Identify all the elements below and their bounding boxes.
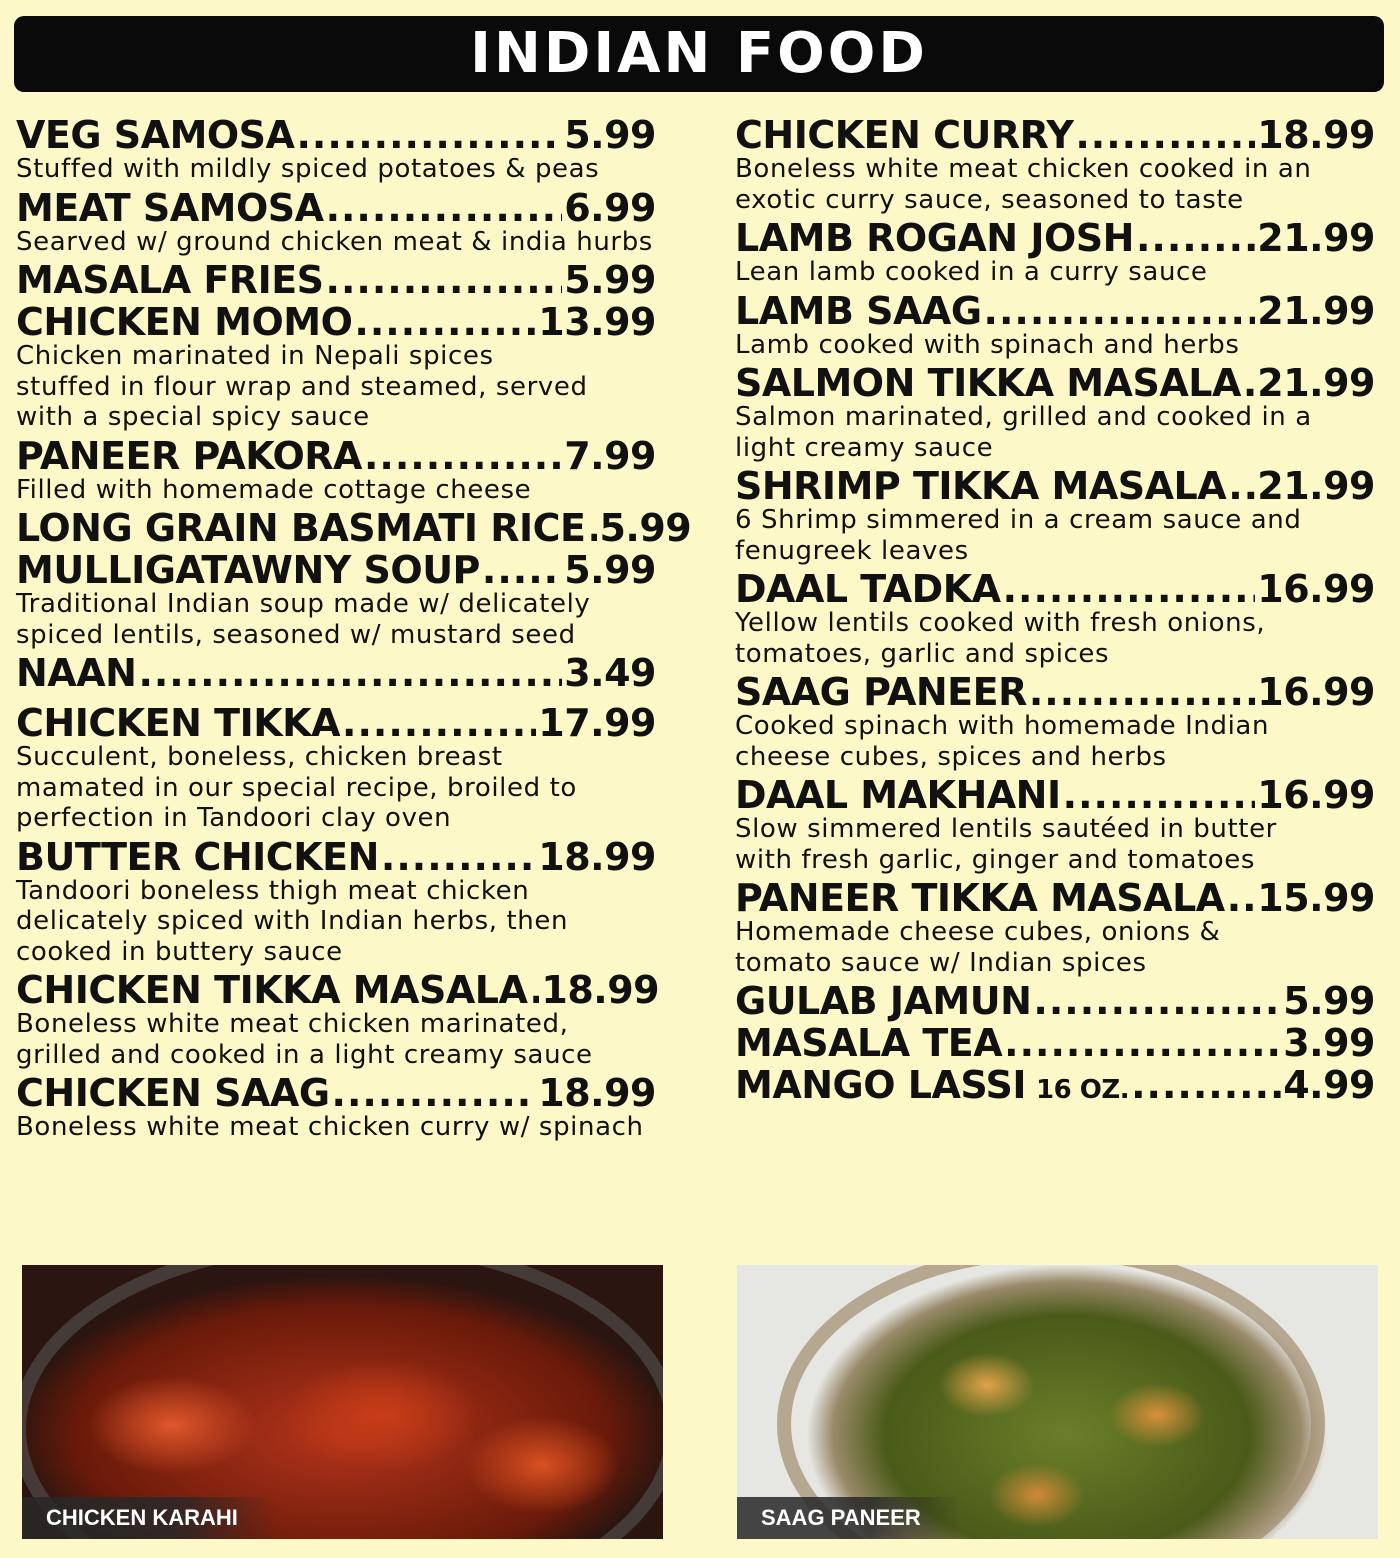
menu-item: [735, 671, 1375, 774]
menu-item-name: PANEER PAKORA: [16, 433, 362, 478]
menu-item-title-row: [16, 435, 656, 477]
menu-item-description: Succulent, boneless, chicken breast: [16, 742, 503, 772]
menu-item-description: with fresh garlic, ginger and tomatoes: [735, 844, 1256, 875]
menu-item: [735, 217, 1375, 290]
dot-leader: [138, 652, 562, 694]
menu-item-title-row: [735, 980, 1375, 1022]
dot-leader: [1136, 217, 1255, 259]
menu-item: [16, 506, 692, 550]
menu-item-description: Salmon marinated, grilled and cooked in a: [735, 402, 1312, 432]
menu-item-price: 5.99: [564, 113, 656, 157]
menu-item-title-row: [16, 301, 656, 343]
menu-item-price: 21.99: [1257, 464, 1375, 508]
menu-item-description: Traditional Indian soup made w/ delicately: [16, 589, 591, 619]
menu-item: [735, 465, 1375, 568]
menu-item-description: delicately spiced with Indian herbs, then: [16, 906, 569, 936]
menu-item-description: cooked in buttery sauce: [16, 936, 343, 967]
menu-item: [735, 877, 1375, 980]
menu-item-name: MANGO LASSI: [735, 1063, 1027, 1107]
menu-item-price: 5.99: [1283, 979, 1375, 1023]
menu-item-description: with a special spicy sauce: [16, 402, 370, 432]
menu-item-name: PANEER TIKKA MASALA: [735, 876, 1225, 920]
menu-item-name: DAAL MAKHANI: [735, 773, 1061, 817]
menu-item-title-row: [16, 702, 656, 744]
menu-item-description: spiced lentils, seasoned w/ mustard seed: [16, 619, 576, 650]
menu-item-size: 16 OZ.: [1036, 1075, 1130, 1105]
menu-item-title-row: [735, 1064, 1375, 1111]
menu-item: [16, 187, 656, 260]
menu-item-title-row: [735, 568, 1375, 610]
menu-item-title-row: [735, 465, 1375, 507]
menu-item: [735, 114, 1375, 217]
menu-item-price: 5.99: [564, 548, 656, 592]
menu-item-price: 21.99: [1257, 216, 1375, 260]
menu-item-name: LAMB ROGAN JOSH: [735, 216, 1134, 260]
menu-item-description: Searved w/ ground chicken meat & india hurbs: [16, 226, 653, 257]
photo-caption: SAAG PANEER: [737, 1497, 961, 1539]
dot-leader: [1029, 671, 1255, 713]
menu-item-price: 17.99: [538, 701, 656, 745]
menu-item-title-row: [735, 217, 1375, 259]
menu-item-name: CHICKEN SAAG: [16, 1071, 330, 1115]
menu-item: [16, 259, 656, 301]
menu-item-price: 15.99: [1257, 876, 1375, 920]
menu-item-description: exotic curry sauce, seasoned to taste: [735, 184, 1244, 215]
menu-item-name: CHICKEN CURRY: [735, 113, 1074, 157]
menu-item-description: Slow simmered lentils sautéed in butter: [735, 814, 1277, 844]
menu-item: [16, 702, 656, 836]
menu-item: [735, 980, 1375, 1022]
menu-item: [735, 1064, 1375, 1111]
dot-leader: [1003, 568, 1256, 610]
menu-item-price: 13.99: [538, 300, 656, 344]
dot-leader: [1131, 1064, 1281, 1106]
menu-item-price: 7.99: [564, 433, 656, 478]
dot-leader: [1243, 362, 1255, 404]
menu-item-description: Stuffed with mildly spiced potatoes & peas: [16, 154, 600, 184]
dot-leader: [984, 290, 1256, 332]
dot-leader: [381, 836, 536, 878]
menu-item-description: Boneless white meat chicken cooked in an: [735, 154, 1312, 184]
menu-item: [16, 114, 656, 187]
menu-item: [16, 968, 660, 1072]
menu-item-description: Boneless white meat chicken curry w/ spinach: [16, 1112, 644, 1142]
menu-item-name: SAAG PANEER: [735, 670, 1027, 714]
menu-item-description: Lean lamb cooked in a curry sauce: [735, 257, 1208, 287]
menu-item-description: Yellow lentils cooked with fresh onions,: [735, 608, 1266, 638]
menu-item-description: cheese cubes, spices and herbs: [735, 741, 1167, 772]
menu-item-title-row: [16, 652, 656, 694]
menu-item-name: DAAL TADKA: [735, 567, 1001, 611]
menu-column-right: [735, 114, 1375, 1111]
menu-item-description: tomatoes, garlic and spices: [735, 638, 1110, 669]
menu-item-name: VEG SAMOSA: [16, 113, 295, 157]
menu-item: [16, 652, 656, 694]
menu-item-name: CHICKEN MOMO: [16, 300, 353, 344]
menu-item-title-row: [735, 671, 1375, 713]
menu-item-price: 21.99: [1257, 361, 1375, 405]
menu-item-description: Tandoori boneless thigh meat chicken: [16, 875, 530, 906]
menu-item-price: 18.99: [541, 968, 660, 1012]
menu-item-price: 18.99: [538, 834, 656, 879]
menu-item-name: CHICKEN TIKKA MASALA: [16, 968, 528, 1012]
menu-item-description: perfection in Tandoori clay oven: [16, 803, 452, 833]
menu-item-description: Cooked spinach with homemade Indian: [735, 711, 1270, 741]
menu-item: [735, 568, 1375, 671]
menu-item-name: CHICKEN TIKKA: [16, 701, 341, 745]
menu-item-description: fenugreek leaves: [735, 535, 969, 566]
menu-item-name: SALMON TIKKA MASALA: [735, 361, 1241, 405]
menu-item-name: LONG GRAIN BASMATI RICE: [16, 506, 586, 550]
menu-item-title-row: [16, 506, 692, 550]
menu-item-name: MULLIGATAWNY SOUP: [16, 548, 480, 592]
menu-item: [16, 836, 656, 970]
menu-item-title-row: [735, 1022, 1375, 1064]
menu-item-price: 16.99: [1257, 773, 1375, 817]
menu-column-left: [16, 113, 692, 1145]
menu-item-price: 16.99: [1257, 567, 1375, 611]
menu-item-description: Boneless white meat chicken marinated,: [16, 1009, 569, 1039]
menu-item-description: mamated in our special recipe, broiled to: [16, 772, 577, 803]
menu-item-price: 6.99: [564, 185, 656, 230]
menu-item-name: BUTTER CHICKEN: [16, 834, 379, 879]
dot-leader: [332, 1072, 537, 1114]
menu-item: [735, 290, 1375, 363]
menu-item-name: NAAN: [16, 651, 137, 695]
menu-item-title-row: [16, 968, 660, 1012]
dot-leader: [1227, 877, 1256, 919]
menu-item-price: 5.99: [564, 258, 656, 302]
menu-item-title-row: [16, 259, 656, 301]
menu-item-price: 3.49: [564, 651, 656, 695]
menu-item: [16, 1072, 656, 1145]
menu-item-name: SHRIMP TIKKA MASALA: [735, 464, 1227, 508]
menu-item-title-row: [735, 290, 1375, 332]
menu-item: [16, 549, 656, 652]
photo-caption: CHICKEN KARAHI: [22, 1497, 278, 1539]
menu-item-name: MASALA TEA: [735, 1021, 1003, 1065]
dot-leader: [1004, 1022, 1281, 1064]
menu-item-title-row: [16, 114, 656, 156]
menu-item-price: 4.99: [1283, 1063, 1375, 1107]
dot-leader: [354, 301, 536, 343]
menu-item-description: stuffed in flour wrap and steamed, served: [16, 371, 588, 402]
dot-leader: [1063, 774, 1256, 816]
menu-item-name: MASALA FRIES: [16, 258, 324, 302]
menu-item-name: MEAT SAMOSA: [16, 185, 324, 230]
menu-item-description: 6 Shrimp simmered in a cream sauce and: [735, 505, 1302, 535]
menu-item: [16, 435, 656, 508]
menu-item-description: Filled with homemade cottage cheese: [16, 474, 532, 505]
menu-item-price: 5.99: [599, 506, 692, 550]
menu-item: [735, 1022, 1375, 1064]
menu-title: INDIAN FOOD: [470, 21, 928, 86]
menu-item-title-row: [735, 114, 1375, 156]
dot-leader: [296, 114, 562, 156]
dot-leader: [326, 259, 563, 301]
dot-leader: [482, 549, 562, 591]
menu-item-description: Chicken marinated in Nepali spices: [16, 341, 494, 371]
dot-leader: [1033, 980, 1281, 1022]
menu-item-description: Lamb cooked with spinach and herbs: [735, 329, 1240, 360]
menu-item: [16, 301, 656, 435]
menu-item-description: grilled and cooked in a light creamy sauce: [16, 1039, 593, 1070]
menu-item-description: light creamy sauce: [735, 432, 994, 463]
dot-leader: [587, 507, 597, 549]
menu-header-bar: [14, 16, 1384, 92]
menu-item-name: LAMB SAAG: [735, 288, 982, 333]
menu-item-title-row: [16, 836, 656, 878]
menu-item-price: 21.99: [1257, 288, 1375, 333]
menu-item-name: GULAB JAMUN: [735, 979, 1032, 1023]
dot-leader: [529, 969, 539, 1011]
menu-item-description: tomato sauce w/ Indian spices: [735, 947, 1147, 978]
menu-item-title-row: [16, 187, 656, 229]
dot-leader: [364, 435, 562, 477]
menu-item-description: Homemade cheese cubes, onions &: [735, 917, 1221, 947]
menu-item-price: 16.99: [1257, 670, 1375, 714]
menu-item-title-row: [735, 362, 1375, 404]
menu-item-title-row: [16, 549, 656, 591]
menu-item-price: 18.99: [1257, 113, 1375, 157]
chicken-karahi-photo: [22, 1265, 663, 1539]
dot-leader: [1228, 465, 1255, 507]
menu-item: [735, 362, 1375, 465]
menu-item-price: 3.99: [1283, 1021, 1375, 1065]
dot-leader: [1075, 114, 1255, 156]
menu-item-title-row: [16, 1072, 656, 1114]
menu-item-title-row: [735, 774, 1375, 816]
menu-item: [735, 774, 1375, 877]
menu-item-title-row: [735, 877, 1375, 919]
dot-leader: [326, 187, 563, 229]
saag-paneer-photo: [737, 1265, 1378, 1539]
menu-item-price: 18.99: [538, 1071, 656, 1115]
dot-leader: [342, 702, 536, 744]
